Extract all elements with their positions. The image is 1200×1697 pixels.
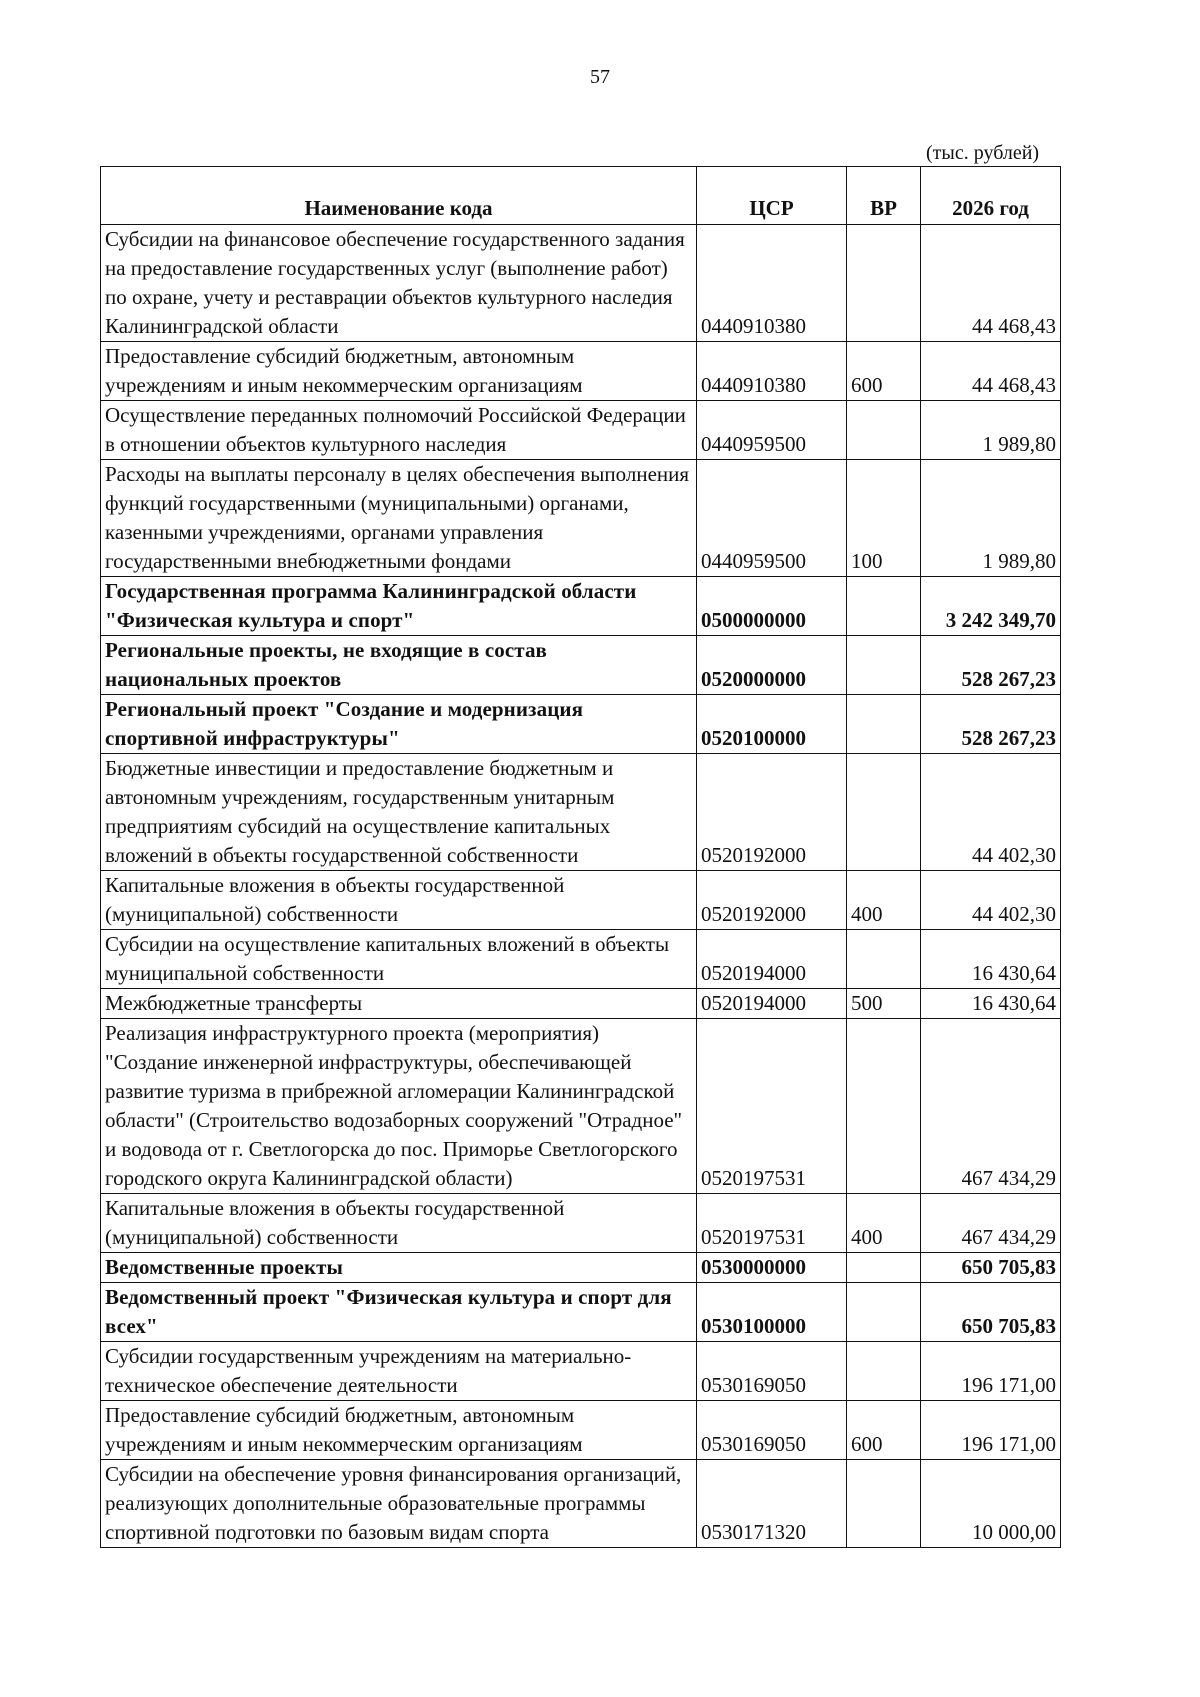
table-row [101,930,1061,989]
table-row [101,225,1061,342]
table-row [101,460,1061,577]
table-row [101,989,1061,1019]
row-csr-cell: 0530169050 [697,1342,847,1401]
table-row [101,1401,1061,1460]
row-name-cell: Осуществление переданных полномочий Российской Федерации в отношении объектов культурного наследия [101,401,697,460]
page-number: 57 [590,66,610,88]
table-row [101,1194,1061,1253]
row-name-cell: Капитальные вложения в объекты государственной (муниципальной) собственности [101,1194,697,1253]
row-amount-cell: 650 705,83 [921,1283,1061,1342]
row-name-cell: Субсидии на финансовое обеспечение государственного задания на предоставление государственных услуг (выполнение работ) по охране, учету и реставрации объектов культурного наследия Калининградской области [101,225,697,342]
row-name-cell: Межбюджетные трансферты [101,989,697,1019]
row-vr-cell [847,1460,921,1548]
header-csr: ЦСР [697,167,847,225]
row-vr-cell [847,695,921,754]
table-row [101,342,1061,401]
row-amount-cell: 44 402,30 [921,871,1061,930]
table-row [101,1253,1061,1283]
row-csr-cell: 0520194000 [697,930,847,989]
row-csr-cell: 0530171320 [697,1460,847,1548]
row-csr-cell: 0440959500 [697,460,847,577]
row-amount-cell: 44 402,30 [921,754,1061,871]
row-name-cell: Ведомственный проект "Физическая культура и спорт для всех" [101,1283,697,1342]
table-row [101,754,1061,871]
row-csr-cell: 0520192000 [697,871,847,930]
row-amount-cell: 650 705,83 [921,1253,1061,1283]
row-csr-cell: 0520194000 [697,989,847,1019]
row-name-cell: Расходы на выплаты персоналу в целях обеспечения выполнения функций государственными (муниципальными) органами, казенными учреждениями, органами управления государственными внебюджетными фондами [101,460,697,577]
table-row [101,871,1061,930]
table-row [101,401,1061,460]
row-vr-cell: 600 [847,342,921,401]
row-amount-cell: 1 989,80 [921,401,1061,460]
row-vr-cell [847,1342,921,1401]
row-csr-cell: 0520197531 [697,1019,847,1194]
units-label: (тыс. рублей) [926,142,1040,164]
row-amount-cell: 196 171,00 [921,1401,1061,1460]
table-row [101,636,1061,695]
row-vr-cell [847,577,921,636]
row-csr-cell: 0530169050 [697,1401,847,1460]
table-row [101,1460,1061,1548]
row-name-cell: Региональные проекты, не входящие в состав национальных проектов [101,636,697,695]
row-vr-cell: 600 [847,1401,921,1460]
row-amount-cell: 196 171,00 [921,1342,1061,1401]
row-name-cell: Реализация инфраструктурного проекта (мероприятия) "Создание инженерной инфраструктуры, обеспечивающей развитие туризма в прибрежной агломерации Калининградской области" (Строительство водозаборных сооружений "Отрадное" и водовода от г. Светлогорска до пос. Приморье Светлогорского городского округа Калининградской области) [101,1019,697,1194]
row-csr-cell: 0500000000 [697,577,847,636]
budget-table [100,166,1061,1548]
row-vr-cell [847,636,921,695]
row-vr-cell [847,1253,921,1283]
row-csr-cell: 0530100000 [697,1283,847,1342]
row-amount-cell: 467 434,29 [921,1019,1061,1194]
row-amount-cell: 1 989,80 [921,460,1061,577]
row-amount-cell: 44 468,43 [921,225,1061,342]
row-amount-cell: 528 267,23 [921,695,1061,754]
row-csr-cell: 0440910380 [697,342,847,401]
row-amount-cell: 467 434,29 [921,1194,1061,1253]
row-name-cell: Бюджетные инвестиции и предоставление бюджетным и автономным учреждениям, государственным унитарным предприятиям субсидий на осуществление капитальных вложений в объекты государственной собственности [101,754,697,871]
row-name-cell: Ведомственные проекты [101,1253,697,1283]
row-vr-cell: 400 [847,871,921,930]
row-csr-cell: 0520100000 [697,695,847,754]
row-vr-cell: 500 [847,989,921,1019]
row-csr-cell: 0440910380 [697,225,847,342]
row-csr-cell: 0530000000 [697,1253,847,1283]
table-row [101,1019,1061,1194]
row-amount-cell: 16 430,64 [921,989,1061,1019]
row-name-cell: Субсидии на обеспечение уровня финансирования организаций, реализующих дополнительные образовательные программы спортивной подготовки по базовым видам спорта [101,1460,697,1548]
row-amount-cell: 528 267,23 [921,636,1061,695]
row-amount-cell: 16 430,64 [921,930,1061,989]
row-csr-cell: 0520192000 [697,754,847,871]
row-name-cell: Предоставление субсидий бюджетным, автономным учреждениям и иным некоммерческим организациям [101,1401,697,1460]
row-name-cell: Предоставление субсидий бюджетным, автономным учреждениям и иным некоммерческим организациям [101,342,697,401]
row-csr-cell: 0440959500 [697,401,847,460]
table-row [101,695,1061,754]
table-row [101,1283,1061,1342]
row-vr-cell [847,401,921,460]
row-vr-cell [847,930,921,989]
row-name-cell: Региональный проект "Создание и модернизация спортивной инфраструктуры" [101,695,697,754]
row-vr-cell [847,754,921,871]
row-csr-cell: 0520197531 [697,1194,847,1253]
row-vr-cell: 400 [847,1194,921,1253]
row-name-cell: Государственная программа Калининградской области "Физическая культура и спорт" [101,577,697,636]
row-vr-cell: 100 [847,460,921,577]
table-header-row [101,167,1061,225]
header-year: 2026 год [921,167,1061,225]
row-amount-cell: 3 242 349,70 [921,577,1061,636]
row-csr-cell: 0520000000 [697,636,847,695]
row-name-cell: Субсидии государственным учреждениям на материально-техническое обеспечение деятельности [101,1342,697,1401]
row-amount-cell: 10 000,00 [921,1460,1061,1548]
header-vr: ВР [847,167,921,225]
row-vr-cell [847,1283,921,1342]
row-vr-cell [847,1019,921,1194]
row-name-cell: Капитальные вложения в объекты государственной (муниципальной) собственности [101,871,697,930]
row-name-cell: Субсидии на осуществление капитальных вложений в объекты муниципальной собственности [101,930,697,989]
table-row [101,1342,1061,1401]
header-name: Наименование кода [101,167,697,225]
row-amount-cell: 44 468,43 [921,342,1061,401]
table-row [101,577,1061,636]
row-vr-cell [847,225,921,342]
